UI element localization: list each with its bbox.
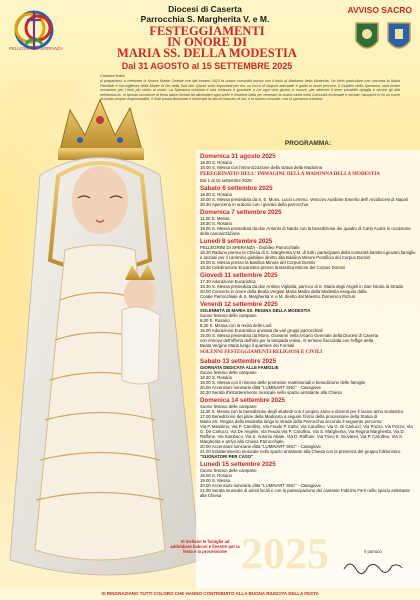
program-line: 19.00 S. Messa presieduta da don Antonio di Nardo con la benedizione dei quadro di Carlo Acutis in occasione della canonizzazione bbox=[200, 225, 411, 236]
program-line: Dal 1 al 10 settembre 2025 bbox=[200, 177, 252, 183]
festival-dates: Dal 31 AGOSTO al 15 SETTEMBRE 2025 bbox=[121, 61, 293, 71]
program-line: Corale Parrocchiale di S. Margherita V. e M. diretto dal Maestro Domenico Pizzuti bbox=[200, 293, 355, 299]
program-day-title: Domenica 7 settembre 2025 bbox=[200, 208, 282, 216]
program-day bbox=[200, 272, 416, 299]
diocese-header bbox=[120, 4, 290, 24]
program-line: 19.00 S. Messa presieduta da Mons. Giovanni Vella,Vicario Generale della Diocesi di Caserta bbox=[200, 332, 379, 338]
program-line: 18.30 S. Messa presieduta da don Antimo Vigliotta, parroco di S. Maria degli Angeli in San Nicola la Strada bbox=[200, 283, 403, 289]
program-day bbox=[200, 301, 416, 348]
program-line: "SUONATORI PER CASO" bbox=[200, 453, 254, 459]
program-line: 20.00 Accensioni luminarie ditta "LUMINART SNC" - Casagiove bbox=[200, 482, 321, 488]
program-line: Beata Vergine Maria lungo il quartiere dei Formali bbox=[200, 342, 295, 348]
program-line: 20.30 Serata d'intrattenimento musicale nello spazio antistante alla Chiesa bbox=[200, 389, 342, 395]
intro-paragraph: si prepariamo a celebrare la Nostra Madre Celeste che dal lontano 1623 la nostra comunità invoca con il titolo di Madonna della Modestia. Un titolo particolare che racconta la Maria Familiale e l'accoglienza della Madre di Dio nella Sua vita. Questi sono importanti per noi, un tocco di stupore adorabile e guida ai nostri percorsi. Il Giubileo della Speranza, sarà inoltre occasione per i temi più vicino ai nostri. La Speranza cristiana è una certezza e guardare a Lei ogni vero giorno ci muove, per ottenere il bene possibile ripaglia e servire gli altri nell'annuncio. In questa occasione di festa siamo invitati ad alimentare ogni stelle e renderla bella per venerare la nostra carità nella Comunità ecclesiale e sociale, riscoprire in lei un cuore accorato proprio responsabilità. Il Sole possa illuminare e rinnovare la vita di ciascuno di noi, e la nostra comunità, con la speranza cristiana. bbox=[100, 79, 400, 102]
program-line: Suono festoso delle campane bbox=[200, 467, 257, 473]
jubilee-logo-icon bbox=[6, 4, 62, 64]
jubilee-watermark-icon bbox=[238, 520, 332, 580]
program-line: 11.30 S. Messa con la benedizione degli studenti con il proprio zaino e docenti per il nuovo anno scolastico bbox=[200, 408, 404, 414]
intro-letter bbox=[100, 74, 400, 101]
program-line: 20.00 Accensioni luminarie ditta "LUMINART SNC" - Casagiove bbox=[200, 384, 321, 390]
program-line: 19.00 S. Messa con il rinnovo delle promesse matrimoniali e benedizione delle famiglie bbox=[200, 379, 366, 385]
diocese-name: Diocesi di Caserta bbox=[168, 4, 242, 14]
program-line: 16.00 Adorazione Eucaristica animata da vari gruppi parrocchiali bbox=[200, 327, 323, 333]
program-day-title: PEREGRINATIO DELL' IMMAGINE DELLA MADONNA DELLA MODESTIA bbox=[200, 171, 380, 177]
program-day bbox=[200, 397, 416, 459]
logo-caption: PELLEGRINI DI SPERANZA bbox=[9, 46, 63, 51]
program-day-title: Sabato 13 settembre 2025 bbox=[200, 357, 277, 365]
program-day-title: Sabato 6 settembre 2025 bbox=[200, 184, 273, 192]
program-day-title: Domenica 14 settembre 2025 bbox=[200, 396, 285, 404]
program-day-title: SOLENNI FESTEGGIAMENTI RELIGIOSI E CIVILI bbox=[200, 348, 323, 355]
program-line: 19.00 S. Messa presso la Basilica Minore del Corpus Domini bbox=[200, 259, 316, 265]
parish-name: Parrocchia S. Margherita V. e M. bbox=[140, 14, 270, 24]
program-line: 17.30 Adorazione Eucaristica bbox=[200, 278, 256, 284]
program-line: 18.30 S. Rosario bbox=[200, 220, 233, 226]
footer-thanks: SI RINGRAZIANO TUTTI COLORO CHE HANNO CONTRIBUITO ALLA BUONA RIUSCITA DELLA FESTA bbox=[0, 588, 420, 600]
program-day-title: Venerdì 12 settembre 2025 bbox=[200, 300, 278, 308]
program-line: 18.30 S. Rosario bbox=[200, 191, 233, 197]
program-line: Suono festoso delle campane bbox=[200, 403, 257, 409]
program-day bbox=[200, 358, 416, 395]
program-line: 18.30 S. Rosario bbox=[200, 160, 233, 165]
headline-line-2: IN ONORE DI bbox=[167, 35, 247, 49]
signature-block bbox=[333, 549, 413, 554]
program-day-title: Domenica 31 agosto 2025 bbox=[200, 153, 276, 160]
program-day-title: Giovedì 11 settembre 2025 bbox=[200, 271, 278, 279]
program-line: PELLEGRINI DI SPERANZA - Giubileo Parrocchiale bbox=[200, 244, 300, 250]
signature-label: Il parroco bbox=[364, 549, 382, 554]
program-line: Suono festoso delle campane bbox=[200, 312, 257, 318]
headline bbox=[82, 26, 332, 59]
program-day bbox=[200, 238, 416, 270]
program-day-title: Lunedì 15 settembre 2025 bbox=[200, 460, 276, 468]
program-day bbox=[200, 153, 416, 170]
invite-note: Si invitano le famiglie ad addobbare balconi e finestre per la festa e la processione bbox=[170, 539, 240, 554]
program-day bbox=[200, 172, 416, 183]
program-line: 19.30 Celebrazione Eucaristica presso la Basilica Minore del Corpus Domini bbox=[200, 264, 345, 270]
program-line: Maria SS. Regina della Modestia lungo le strade della Parrocchia secondo il seguente percorso: bbox=[200, 418, 383, 424]
program-day-title: Lunedì 8 settembre 2025 bbox=[200, 237, 273, 245]
program-line: 8.30 S. Messa con la recita delle Lodi bbox=[200, 322, 272, 328]
program-line: 11.30 S. Messa bbox=[200, 215, 230, 221]
handwritten-signature bbox=[340, 557, 406, 575]
program-line: 8.00 S. Rosario bbox=[200, 317, 230, 323]
program-line: GIORNATA DEDICATA ALLE FAMIGLIE bbox=[200, 364, 279, 370]
program-line: 18.30 S. Rosario bbox=[200, 374, 233, 380]
program-line: 17.00 Benedizione del pane della Madonna a seguire l'inizio della processione della Statua di bbox=[200, 413, 378, 419]
intro-greeting: Carissimi fedeli, bbox=[100, 74, 126, 78]
program-line: 18.30 Raduno presso la Chiesa di S. Margherita V.M. di tutti i partecipanti della comunità bambini,giovani,famiglie e anziani per il cammino giubilare diretto alla Basilica Minore Pontificia del Corpus Domini bbox=[200, 249, 416, 260]
headline-line-1: FESTEGGIAMENTI bbox=[149, 24, 265, 38]
program-day bbox=[200, 209, 416, 236]
program-day bbox=[200, 350, 416, 356]
program-line: 20.30 Apericena in oratorio con i giovani della parrocchia bbox=[200, 201, 308, 207]
program-line: 19.00 S. Messa presieduta da S. E. Mons. Lucio Lemmo, Vescovo Ausiliare Emerito dell' Arcidiocesi di Napoli bbox=[200, 196, 408, 202]
program-day bbox=[200, 185, 416, 207]
program-line: con rinnovo dell'offerta dell'olio per la lampada votiva. Al termine fiaccolata con l'effige della bbox=[200, 337, 374, 343]
program-line: 21.00 Intrattenimento musicale nello spazio antistante alla Chiesa con la presenza del gruppo folkloristico bbox=[200, 448, 401, 454]
svg-text:2025: 2025 bbox=[241, 529, 329, 578]
program-line: 18.00 S. Rosario bbox=[200, 472, 233, 478]
program-line: 20.00 Concerto in onore della Beata Vergine Maria Madre della Modestia eseguito dalla bbox=[200, 288, 367, 294]
program-line: 21.00 Serata musicale di artisti locali e con la partecipazione del cantante Fabrizio Ferri nello spazio antistante alla Chiesa bbox=[200, 487, 410, 498]
program-line: Via F. Massimo, Via P. Carollino, Via Feudo P. Iratto, Via Carollino, Via G. Di Carlucci, Via Pozzo, Via Pozzo, Via G. De Carlucci, Via De Angelis, Via Feudo,Via P. Carollino, Via S. Margherita, Via Regina Margherita, Via D. Raffone, Via Sambuco, Via S. Antonio Abate, Via D. Raffone, Via Trivio S. Giovanni, Via P. Carollino, Via S. Margherita e arrivo alla Chiesa Parrocchiale. bbox=[200, 423, 413, 444]
program-line: Suono festoso delle campane bbox=[200, 369, 257, 375]
program-line: SOLENNITÀ DI MARIA SS. REGINA DELLA MODESTIA bbox=[200, 307, 311, 313]
program-line: 19.00 S. Messa con l'intronizzazione della statua della Madonna bbox=[200, 165, 323, 170]
program-schedule bbox=[200, 151, 416, 498]
avviso-sacro-label: AVVISO SACRO bbox=[347, 5, 412, 15]
headline-line-3: MARIA SS. DELLA MODESTIA bbox=[117, 46, 297, 60]
program-day bbox=[200, 461, 416, 498]
program-line: 20.00 Accensioni luminarie ditta "LUMINART SNC" - Casagiove bbox=[200, 443, 321, 449]
program-line: 19.00 S. Messa bbox=[200, 477, 230, 483]
municipal-crests-icon bbox=[352, 17, 414, 57]
program-title: PROGRAMMA: bbox=[284, 140, 332, 147]
